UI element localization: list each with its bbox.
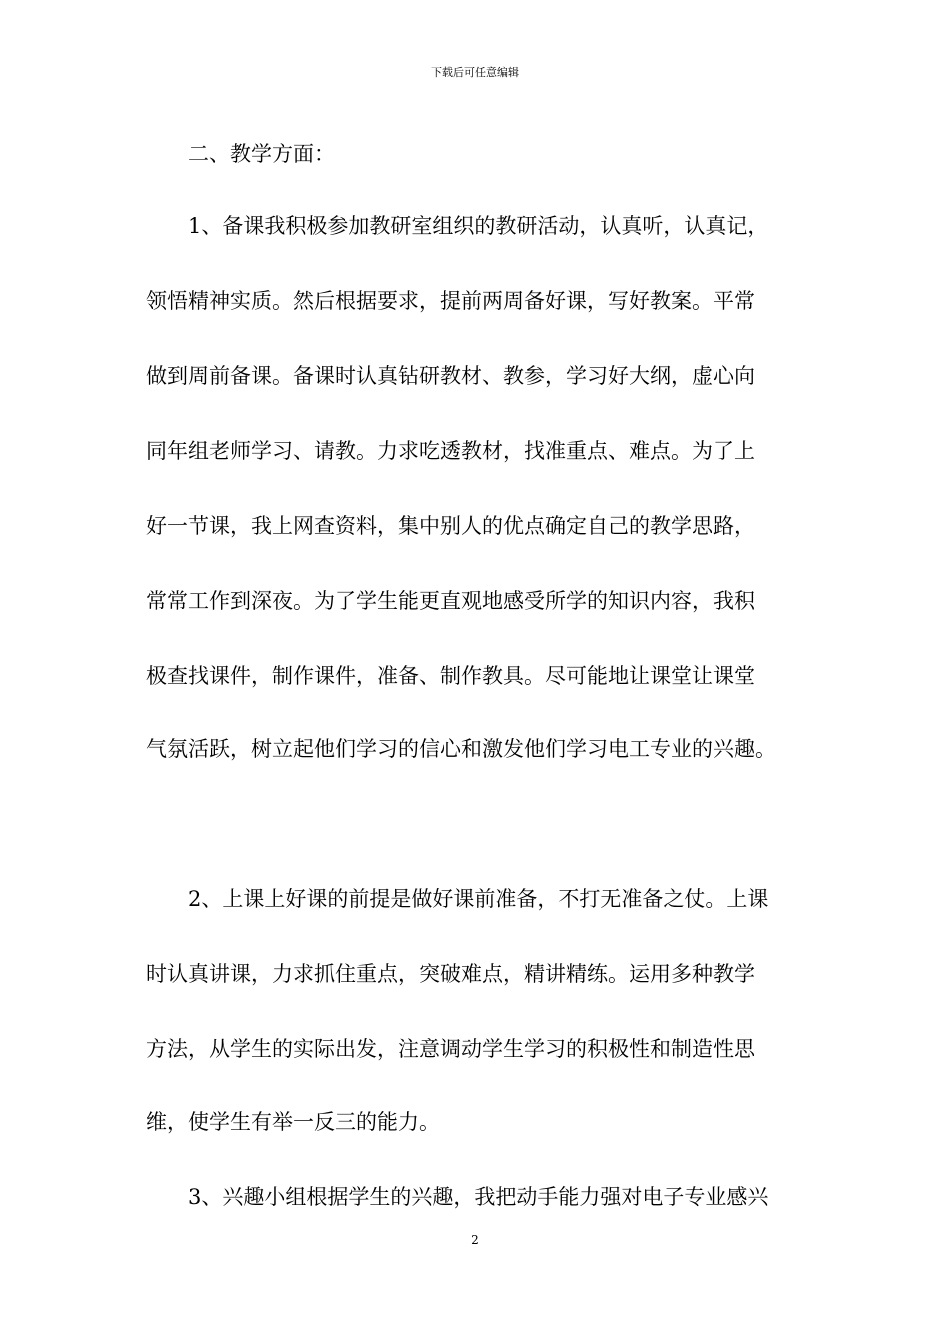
page-header: 下载后可任意编辑 [431,66,519,79]
paragraph-line: 领悟精神实质。然后根据要求，提前两周备好课，写好教案。平常 [146,289,755,313]
paragraph-line: 气氛活跃，树立起他们学习的信心和激发他们学习电工专业的兴趣。 [146,737,776,761]
page-number: 2 [471,1233,479,1247]
section-heading: 二、教学方面： [188,142,335,166]
paragraph-line: 做到周前备课。备课时认真钻研教材、教参，学习好大纲，虚心向 [146,364,755,388]
paragraph-line: 常常工作到深夜。为了学生能更直观地感受所学的知识内容，我积 [146,589,755,613]
paragraph-line: 时认真讲课，力求抓住重点，突破难点，精讲精练。运用多种教学 [146,962,755,986]
paragraph-line: 1、备课我积极参加教研室组织的教研活动，认真听，认真记， [188,214,769,238]
paragraph-line: 3、兴趣小组根据学生的兴趣，我把动手能力强对电子专业感兴 [188,1185,769,1209]
paragraph-line: 维，使学生有举一反三的能力。 [146,1110,440,1134]
paragraph-line: 好一节课，我上网查资料，集中别人的优点确定自己的教学思路， [146,514,755,538]
paragraph-line: 同年组老师学习、请教。力求吃透教材，找准重点、难点。为了上 [146,439,755,463]
paragraph-line: 方法，从学生的实际出发，注意调动学生学习的积极性和制造性思 [146,1037,755,1061]
paragraph-line: 2、上课上好课的前提是做好课前准备，不打无准备之仗。上课 [188,887,769,911]
paragraph-line: 极查找课件，制作课件，准备、制作教具。尽可能地让课堂让课堂 [146,664,755,688]
